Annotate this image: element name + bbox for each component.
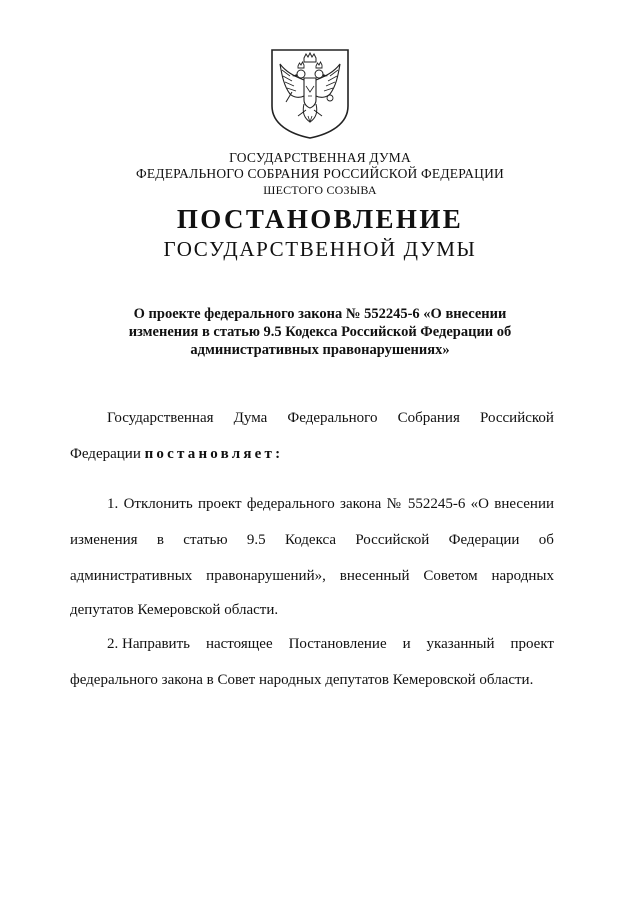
preamble-word: Государственная <box>107 410 214 426</box>
justified-word: в <box>156 532 164 548</box>
justified-word: 2. Направить <box>107 636 190 652</box>
preamble-word: Российской <box>480 410 554 426</box>
document-subtitle: ГОСУДАРСТВЕННОЙ ДУМЫ <box>163 237 477 261</box>
justified-word: об <box>538 532 554 548</box>
justified-word: настоящее <box>205 636 273 652</box>
item1-line: 1. Отклонить проект федерального закона № 552245-6 «О внесении <box>107 496 554 512</box>
preamble-word: Федерального <box>287 410 378 426</box>
item1-line: административных правонарушений», внесенный Советом народных <box>70 568 554 584</box>
preamble-line <box>70 444 283 464</box>
justified-word: и <box>402 636 411 652</box>
preamble-word: Дума <box>233 410 268 426</box>
justified-word: Российской <box>355 532 430 548</box>
justified-word: Федерации <box>448 532 520 548</box>
item1-line: депутатов Кемеровской области. <box>70 602 279 618</box>
preamble-line <box>107 408 554 428</box>
item2-line <box>107 634 554 654</box>
justified-word: указанный <box>426 636 495 652</box>
item2-line: федерального закона в Совет народных депутатов Кемеровской области. <box>70 672 534 688</box>
header-line-federal-assembly: ФЕДЕРАЛЬНОГО СОБРАНИЯ РОССИЙСКОЙ ФЕДЕРАЦИИ <box>136 166 504 181</box>
item1-line <box>70 530 554 550</box>
subject-line: изменения в статью 9.5 Кодекса Российской Федерации об <box>128 324 512 340</box>
justified-word: Постановление <box>288 636 387 652</box>
subject-line: О проекте федерального закона № 552245-6 «О внесении <box>133 306 507 322</box>
justified-word: проект <box>510 636 554 652</box>
document-subject <box>0 305 640 359</box>
preamble-text: Федерации <box>70 446 141 462</box>
justified-word: изменения <box>70 532 138 548</box>
preamble-word: Собрания <box>397 410 460 426</box>
document-title: ПОСТАНОВЛЕНИЕ <box>176 204 464 234</box>
justified-word: статью <box>183 532 228 548</box>
header-line-convocation: ШЕСТОГО СОЗЫВА <box>263 183 377 197</box>
subject-line: административных правонарушениях» <box>190 342 450 358</box>
justified-word: 9.5 <box>246 532 266 548</box>
header-line-duma: ГОСУДАРСТВЕННАЯ ДУМА <box>229 150 411 165</box>
preamble-resolves: постановляет: <box>144 446 284 462</box>
justified-word: Кодекса <box>284 532 336 548</box>
coat-of-arms-emblem-icon <box>268 46 352 140</box>
